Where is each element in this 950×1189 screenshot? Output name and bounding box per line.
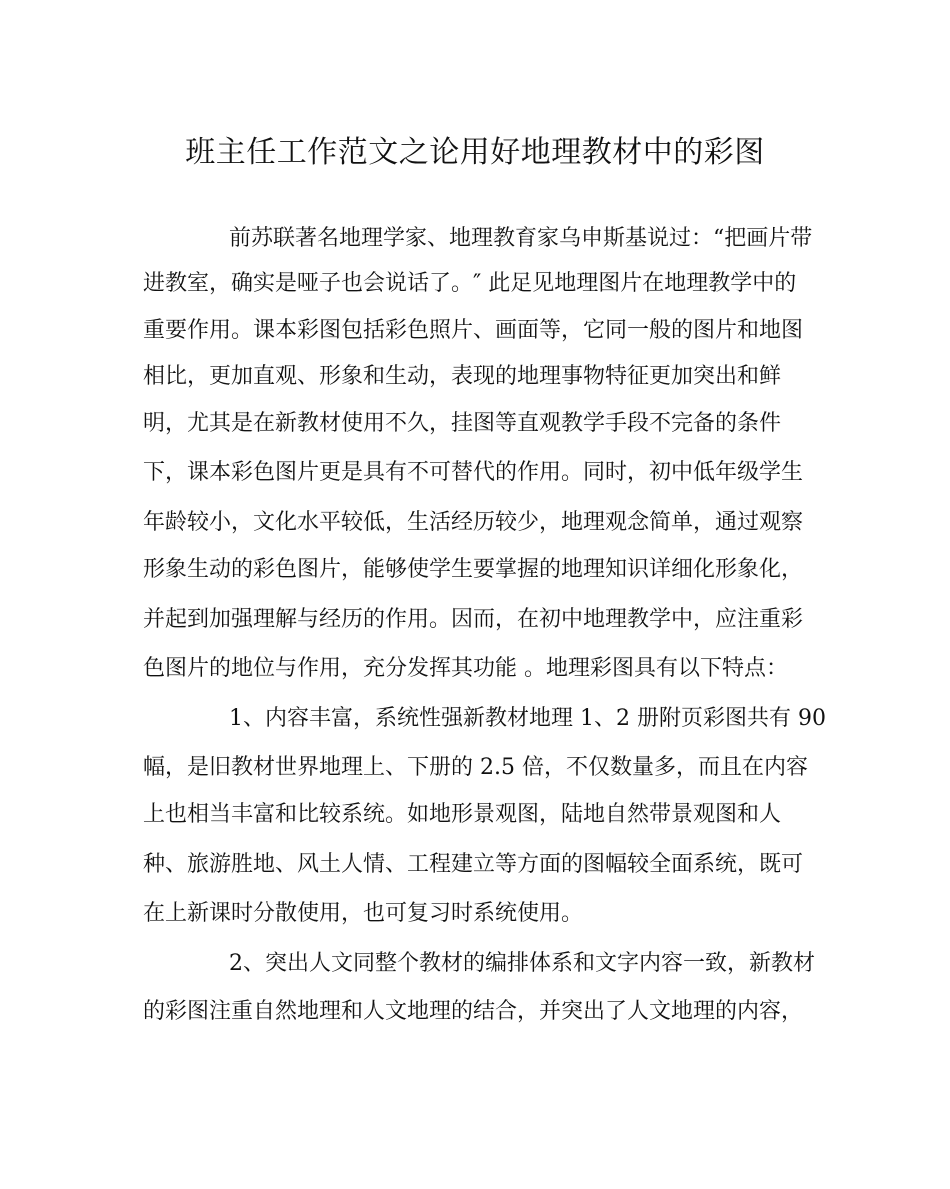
paragraph-line: 2、突出人文同整个教材的编排体系和文字内容一致，新教材 [229,951,815,976]
paragraph-line: 相比，更加直观、形象和生动，表现的地理事物特征更加突出和鲜 [143,364,782,389]
document-title: 班主任工作范文之论用好地理教材中的彩图 [185,135,765,170]
paragraph-line: 年龄较小，文化水平较低，生活经历较少，地理观念简单，通过观察 [143,510,804,535]
paragraph-line: 幅，是旧教材世界地理上、下册的 2.5 倍，不仅数量多，而且在内容 [143,755,808,780]
paragraph-line: 的彩图注重自然地理和人文地理的结合，并突出了人文地理的内容， [143,999,804,1024]
paragraph-line: 前苏联著名地理学家、地理教育家乌申斯基说过：“把画片带 [229,226,813,251]
paragraph-line: 形象生动的彩色图片，能够使学生要掌握的地理知识详细化形象化， [143,557,804,582]
paragraph-line: 进教室，确实是哑子也会说话了。″ 此足见地理图片在地理教学中的 [143,271,797,296]
paragraph-line: 种、旅游胜地、风土人情、工程建立等方面的图幅较全面系统，既可 [143,852,804,877]
paragraph-line: 色图片的地位与作用，充分发挥其功能 。地理彩图具有以下特点： [143,656,788,681]
paragraph-line: 上也相当丰富和比较系统。如地形景观图，陆地自然带景观图和人 [143,802,782,827]
paragraph-line: 下，课本彩色图片更是具有不可替代的作用。同时，初中低年级学生 [143,460,804,485]
paragraph-line: 重要作用。课本彩图包括彩色照片、画面等，它同一般的图片和地图 [143,318,804,343]
paragraph-line: 在上新课时分散使用，也可复习时系统使用。 [143,901,584,926]
paragraph-line: 1、内容丰富，系统性强新教材地理 1、2 册附页彩图共有 90 [229,706,826,731]
paragraph-line: 并起到加强理解与经历的作用。因而，在初中地理教学中，应注重彩 [143,607,804,632]
paragraph-line: 明，尤其是在新教材使用不久，挂图等直观教学手段不完备的条件 [143,411,782,436]
